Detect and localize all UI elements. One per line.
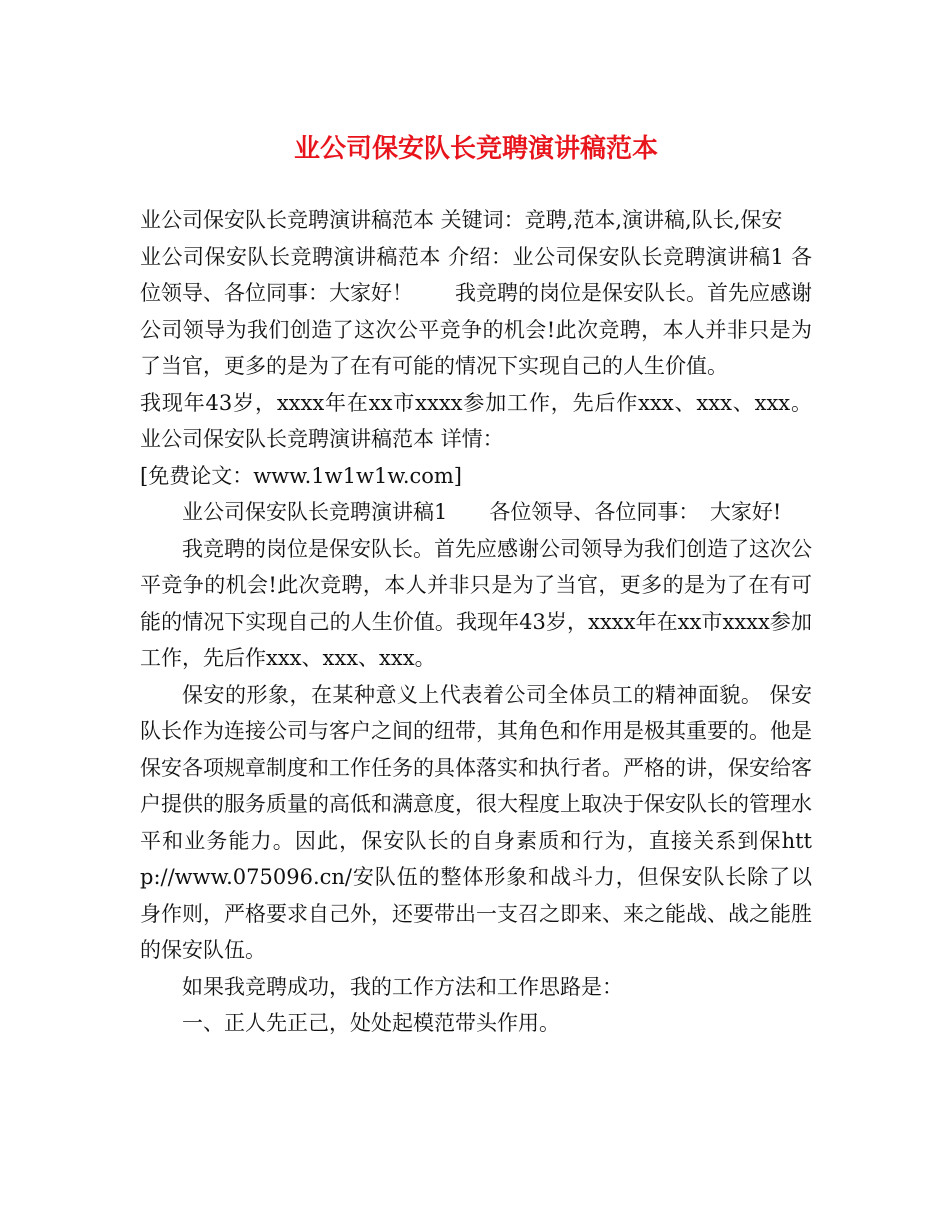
source-line: [免费论文：www.1w1w1w.com] [140,463,463,488]
body-paragraph: 保安的形象，在某种意义上代表着公司全体员工的精神面貌。 保安队长作为连接公司与客户之间的纽带，其角色和作用是极其重要的。他是保安各项规章制度和工作任务的具体落实和执行者。严格的讲，保安给客户提供的服务质量的高低和满意度，很大程度上取决于保安队长的管理水平和业务能力。因此，保安队长的自身素质和行为，直接关系到保http://www.075096.cn/安队伍的整体形象和战斗力，但保安队长除了以身作则，严格要求自己外，还要带出一支召之即来、来之能战、战之能胜的保安队伍。 [140,682,812,962]
keywords-line: 业公司保安队长竞聘演讲稿范本 关键词：竞聘,范本,演讲稿,队长,保安 [140,208,783,232]
intro-line-2: 我现年43岁，xxxx年在xx市xxxx参加工作，先后作xxx、xxx、xxx。 [140,390,812,415]
body-paragraph: 我竞聘的岗位是保安队长。首先应感谢公司领导为我们创造了这次公平竞争的机会!此次竞聘，本人并非只是为了当官，更多的是为了在有可能的情况下实现自己的人生价值。我现年43岁，xxxx年在xx市xxxx参加工作，先后作xxx、xxx、xxx。 [140,536,812,670]
body-paragraph: 一、正人先正己，处处起模范带头作用。 [182,1011,560,1035]
document-body [140,202,812,1042]
intro-line: 业公司保安队长竞聘演讲稿范本 介绍：业公司保安队长竞聘演讲稿1 各位领导、各位同事：大家好！ 我竞聘的岗位是保安队长。首先应感谢公司领导为我们创造了这次公平竞争的机会!此次竞聘，本人并非只是为了当官，更多的是为了在有可能的情况下实现自己的人生价值。 [140,244,812,378]
body-paragraph: 业公司保安队长竞聘演讲稿1 各位领导、各位同事： 大家好! [182,500,782,524]
document-title: 业公司保安队长竞聘演讲稿范本 [293,134,658,164]
details-label: 业公司保安队长竞聘演讲稿范本 详情： [140,427,504,451]
body-paragraph: 如果我竞聘成功，我的工作方法和工作思路是： [182,974,623,999]
